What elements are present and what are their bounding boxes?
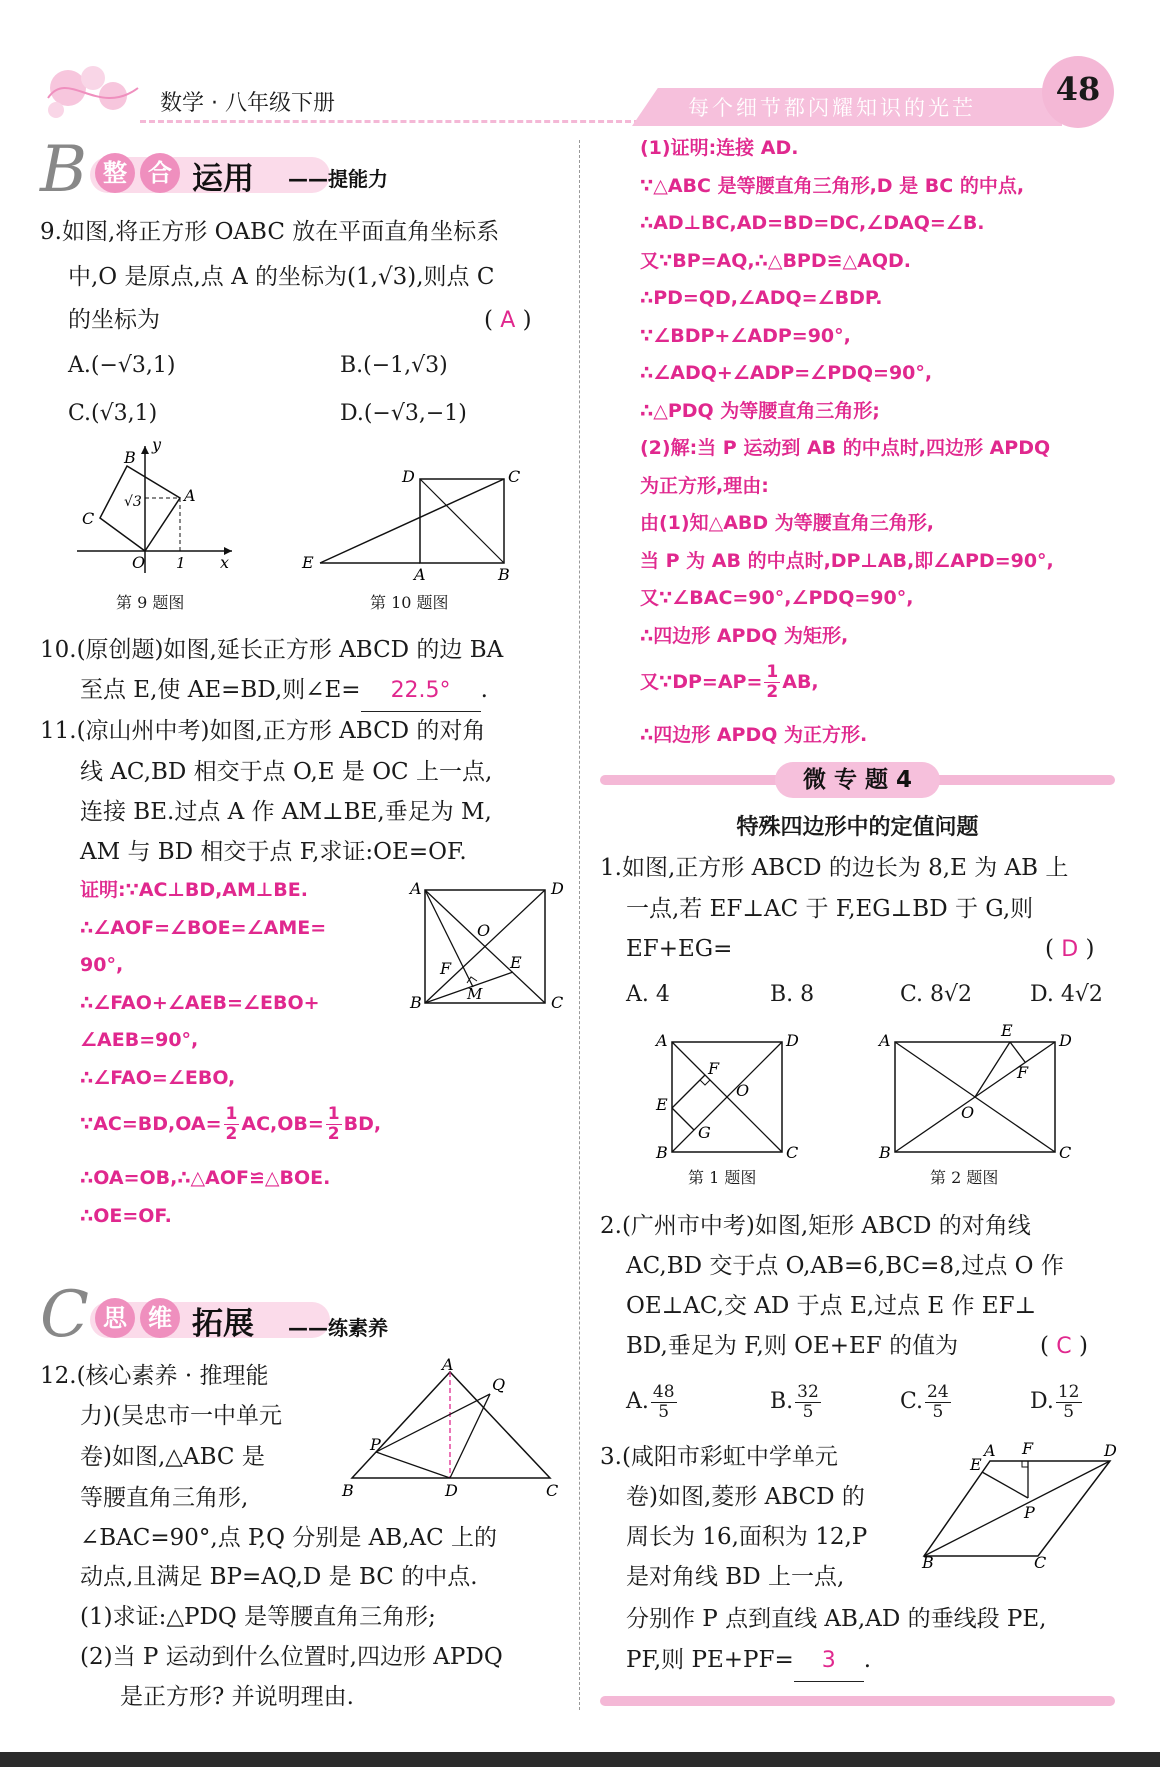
q10-figure [300,462,530,582]
section-b-subtitle: ——提能力 [288,167,388,191]
q12-line-1: 12.(核心素养 · 推理能 [40,1363,269,1389]
t1f1-label-a: A [656,1031,668,1050]
t3-figure [918,1438,1118,1572]
q9-label-root3: √3 [124,494,142,510]
q12-line-9: 是正方形? 并说明理由. [120,1684,354,1710]
q10-line-1: 10.(原创题)如图,延长正方形 ABCD 的边 BA [40,637,504,663]
q9-option-b: B.(−1,√3) [340,353,448,378]
t2-option-a: A. $\frac{48}{5}$ [626,1381,675,1422]
q10-line-2 [80,670,488,712]
q12-sol-2: ∵△ABC 是等腰直角三角形,D 是 BC 的中点, [640,175,1025,197]
q11-label-b: B [410,993,422,1012]
section-c-header [40,1280,460,1352]
t3-line-3: 周长为 16,面积为 12,P [626,1524,868,1550]
topic-badge: 微 专 题 4 [775,762,940,798]
q9-label-b: B [124,448,136,467]
section-c-title: 拓展 [192,1306,254,1342]
q11-label-f: F [440,959,452,978]
q9-line-1: 9.如图,将正方形 OABC 放在平面直角坐标系 [40,219,500,245]
t1f1-label-c: C [786,1143,799,1162]
t3-label-e: E [970,1455,982,1474]
t3-line-5: 分别作 P 点到直线 AB,AD 的垂线段 PE, [626,1606,1047,1632]
t1-figure-2 [875,1020,1070,1160]
t2-answer: C [1056,1334,1072,1359]
q9-label-x: x [220,553,230,572]
header-dashed-line [140,120,640,123]
section-b-badge-1: 整 [95,153,135,193]
q11-proof-1: 证明:∵AC⊥BD,AM⊥BE. [80,879,308,901]
q10-line-2-end: . [480,677,488,703]
q11-line-4: AM 与 BD 相交于点 F,求证:OE=OF. [80,839,467,865]
q11-line-2: 线 AC,BD 相交于点 O,E 是 OC 上一点, [80,759,493,785]
t1f1-label-b: B [656,1143,668,1162]
q9-label-1: 1 [176,554,186,572]
q12-sol-10: 为正方形,理由: [640,475,769,497]
q12-line-3: 卷)如图,△ABC 是 [80,1444,265,1470]
q9-option-d: D.(−√3,−1) [340,401,467,426]
bottom-divider-bar [600,1696,1115,1706]
q12-sol-8: ∴△PDQ 为等腰直角三角形; [640,400,880,422]
section-c-badge-2: 维 [140,1298,180,1338]
q12-sol-14: ∴四边形 APDQ 为矩形, [640,625,849,647]
q11-proof-9: ∴OE=OF. [80,1205,172,1227]
q11-proof-4: ∴∠FAO+∠AEB=∠EBO+ [80,992,320,1014]
section-b-header [40,135,460,207]
t2-line-1: 2.(广州市中考)如图,矩形 ABCD 的对角线 [600,1213,1031,1239]
q12-sol-9: (2)解:当 P 运动到 AB 的中点时,四边形 APDQ [640,437,1051,459]
t1-figure-1-caption: 第 1 题图 [688,1168,757,1187]
t1-line-1: 1.如图,正方形 ABCD 的边长为 8,E 为 AB 上 [600,855,1069,881]
t1-option-b: B. 8 [770,982,815,1007]
q12-figure [340,1355,572,1502]
q12-sol-7: ∴∠ADQ+∠ADP=∠PDQ=90°, [640,362,933,384]
q10-answer: 22.5° [390,678,451,703]
t3-answer: 3 [821,1648,836,1673]
q12-sol-3: ∴AD⊥BC,AD=BD=DC,∠DAQ=∠B. [640,212,985,234]
q11-label-o: O [477,921,491,940]
t1-figure-1 [650,1030,810,1160]
q11-label-e: E [510,953,522,972]
section-c-badge-1: 思 [95,1298,135,1338]
q12-sol-11: 由(1)知△ABD 为等腰直角三角形, [640,512,934,534]
t1-option-c: C. 8√2 [900,982,973,1007]
q12-label-d: D [445,1481,458,1500]
t1-line-2: 一点,若 EF⊥AC 于 F,EG⊥BD 于 G,则 [626,896,1034,922]
t3-line-1: 3.(咸阳市彩虹中学单元 [600,1444,838,1470]
t2-line-4: BD,垂足为 F,则 OE+EF 的值为 [626,1333,959,1359]
t1f2-label-o: O [961,1103,975,1122]
q11-proof-3: 90°, [80,954,124,976]
t3-line-6: PF,则 PE+PF= 3 . [626,1640,871,1682]
q12-sol-16: ∴四边形 APDQ 为正方形. [640,724,868,746]
page-number: 48 [1055,70,1101,108]
q12-sol-12: 当 P 为 AB 的中点时,DP⊥AB,即∠APD=90°, [640,550,1054,572]
t1f2-label-f: F [1017,1063,1029,1082]
q11-label-a: A [410,879,422,898]
q11-label-c: C [551,993,564,1012]
section-c-letter: C [40,1278,89,1352]
t1f2-label-a: A [879,1031,891,1050]
q11-proof-8: ∴OA=OB,∴△AOF≌△BOE. [80,1167,331,1189]
q9-label-o: O [132,553,146,572]
q10-line-2-text: 至点 E,使 AE=BD,则∠E= [80,677,361,703]
t1f2-label-e: E [1001,1021,1013,1040]
t1-line-3: EF+EG= [626,936,733,962]
q9-answer: A [500,308,516,333]
q12-line-2: 力)(吴忠市一中单元 [80,1403,282,1429]
q11-label-m: M [467,985,483,1003]
q12-line-5: ∠BAC=90°,点 P,Q 分别是 AB,AC 上的 [80,1525,497,1551]
t1f2-label-c: C [1059,1143,1072,1162]
t1f2-label-d: D [1059,1031,1072,1050]
q12-label-p: P [370,1435,381,1454]
q9-label-a: A [184,486,196,505]
q12-label-c: C [546,1481,559,1500]
q12-sol-15: 又∵DP=AP= $\frac{1}{2}$ AB, [640,662,819,702]
q9-figure-caption: 第 9 题图 [116,593,185,612]
t1-option-d: D. 4√2 [1030,982,1103,1007]
t3-label-f: F [1022,1439,1034,1458]
q12-label-a: A [442,1355,454,1374]
q11-line-3: 连接 BE.过点 A 作 AM⊥BE,垂足为 M, [80,799,492,825]
page-bottom-band [0,1752,1160,1767]
q9-line-2: 中,O 是原点,点 A 的坐标为(1,√3),则点 C [68,264,495,290]
q9-figure [72,435,242,578]
q12-sol-1: (1)证明:连接 AD. [640,137,799,159]
t1-option-a: A. 4 [626,982,670,1007]
t1f2-label-b: B [879,1143,891,1162]
t1-answer: D [1061,937,1079,962]
q12-line-8: (2)当 P 运动到什么位置时,四边形 APDQ [80,1644,503,1670]
t2-option-d: D. $\frac{12}{5}$ [1030,1381,1080,1422]
q12-line-4: 等腰直角三角形, [80,1485,249,1511]
section-c-subtitle: ——练素养 [288,1316,388,1340]
q11-label-d: D [551,879,564,898]
t2-line-3: OE⊥AC,交 AD 于点 E,过点 E 作 EF⊥ [626,1293,1037,1319]
q11-proof-5: ∠AEB=90°, [80,1029,199,1051]
section-b-title: 运用 [192,161,254,197]
q10-label-d: D [402,467,415,486]
section-b-badge-2: 合 [140,153,180,193]
t1f1-label-o: O [736,1081,750,1100]
t3-label-p: P [1024,1503,1035,1522]
q10-label-a: A [414,565,426,584]
q10-label-b: B [498,565,510,584]
q11-figure [405,880,575,1015]
t2-answer-bracket: ( C ) [1040,1333,1088,1359]
q12-label-q: Q [492,1375,506,1394]
t1f1-label-d: D [786,1031,799,1050]
book-title: 数学 · 八年级下册 [160,91,335,116]
t3-label-c: C [1034,1553,1047,1572]
t1-answer-bracket: ( D ) [1045,936,1095,962]
q11-proof-7: ∵AC=BD,OA= $\frac{1}{2}$ AC,OB= $\frac{1}{2}$ BD, [80,1104,382,1144]
q9-option-c: C.(√3,1) [68,401,158,426]
t2-option-b: B. $\frac{32}{5}$ [770,1381,819,1422]
q10-label-c: C [508,467,521,486]
t1-figure-2-caption: 第 2 题图 [930,1168,999,1187]
column-divider [579,140,580,1710]
t3-label-d: D [1104,1441,1117,1460]
q11-proof-2: ∴∠AOF=∠BOE=∠AME= [80,917,327,939]
q12-sol-6: ∵∠BDP+∠ADP=90°, [640,325,851,347]
q10-figure-caption: 第 10 题图 [370,593,449,612]
q12-sol-13: 又∵∠BAC=90°,∠PDQ=90°, [640,587,914,609]
t3-line-4: 是对角线 BD 上一点, [626,1564,845,1590]
t1f1-label-g: G [698,1123,711,1142]
q11-line-1: 11.(凉山州中考)如图,正方形 ABCD 的对角 [40,718,486,744]
t3-line-2: 卷)如图,菱形 ABCD 的 [626,1484,865,1510]
q10-label-e: E [302,553,314,572]
header-slogan: 每个细节都闪耀知识的光芒 [688,96,976,120]
q9-line-3: 的坐标为 [68,307,160,333]
header-flower-decoration [38,58,148,128]
t2-line-2: AC,BD 交于点 O,AB=6,BC=8,过点 O 作 [626,1253,1064,1279]
q11-proof-6: ∴∠FAO=∠EBO, [80,1067,236,1089]
q9-option-a: A.(−√3,1) [68,353,176,378]
q12-sol-5: ∴PD=QD,∠ADQ=∠BDP. [640,287,883,309]
t1f1-label-f: F [708,1059,720,1078]
topic-title: 特殊四边形中的定值问题 [736,815,979,840]
q9-label-y: y [152,435,162,454]
t2-option-c: C. $\frac{24}{5}$ [900,1381,949,1422]
q9-label-c: C [82,509,95,528]
t3-label-a: A [984,1441,996,1460]
section-b-letter: B [40,133,88,207]
t3-label-b: B [922,1553,934,1572]
q9-answer-bracket: ( A ) [484,307,532,333]
t1f1-label-e: E [656,1095,668,1114]
q12-sol-4: 又∵BP=AQ,∴△BPD≌△AQD. [640,250,912,272]
q12-line-6: 动点,且满足 BP=AQ,D 是 BC 的中点. [80,1564,478,1590]
q12-label-b: B [342,1481,354,1500]
q12-line-7: (1)求证:△PDQ 是等腰直角三角形; [80,1604,436,1630]
